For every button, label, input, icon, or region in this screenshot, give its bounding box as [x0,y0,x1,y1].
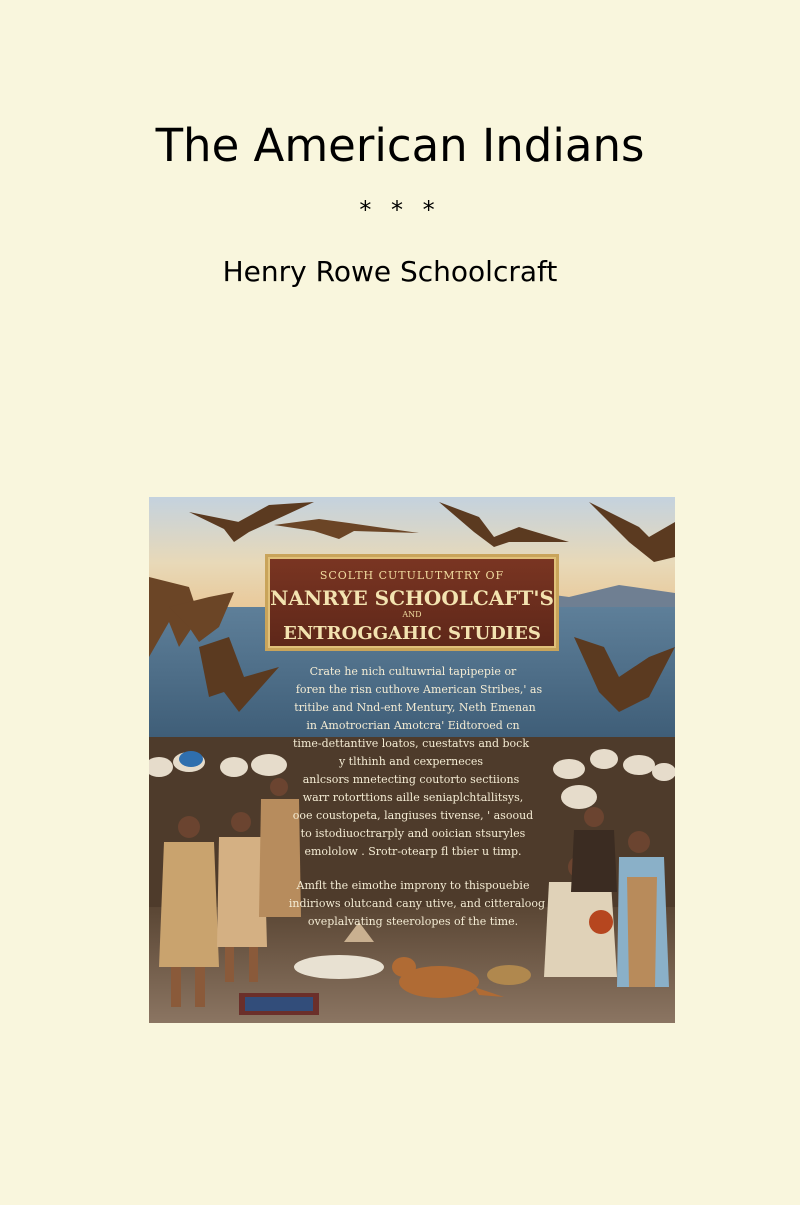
cover-text-line: time-dettantive loatos, cuestatvs and bock [293,737,529,750]
cover-body-text [289,665,545,928]
sign-line-2: NANRYE SCHOOLCAFT'S [270,586,554,610]
cover-text-line: tritibe and Nnd-ent Mentury, Neth Emenan [294,701,536,714]
sign-line-4: ENTROGGAHIC STUDIES [283,623,541,644]
title-separator: * * * [359,196,441,224]
blue-headdress [179,751,203,767]
cover-text-line: indiriows olutcand cany utive, and citteraloog [288,897,546,910]
book-title: The American Indians [155,119,645,172]
sign-line-1: SCOLTH CUTULUTMTRY OF [319,569,505,582]
book-author: Henry Rowe Schoolcraft [222,255,558,288]
cover-text-line: in Amotrocrian Amotcra' Eidtoroed cn [306,719,520,732]
cover-text-line: Amflt the eimothe improny to thispouebie [296,879,530,892]
cover-text-line: warr rotorttions aille seniaplchtallitsys, [302,791,524,804]
cover-text-line: ooe coustopeta, langiuses tivense, ' asooud [292,809,534,822]
sign-line-3: AND [402,610,422,619]
cover-text-line: y tlthinh and cexperneces [338,755,484,768]
cover-illustration-svg [149,497,675,1023]
cover-text-line: Crate he nich cultuwrial tapipepie or [309,665,517,678]
cover-text-line: emololow . Srotr-otearp fl tbier u timp. [304,845,522,858]
cover-text-line: foren the risn cuthove American Stribes,' as [295,683,543,696]
wolf-icon [487,965,531,985]
cover-text-line: anlcsors mnetecting coutorto sectiions [302,773,520,786]
pelt [294,955,384,979]
cover-text-line: oveplalvating steerolopes of the time. [307,915,519,928]
rug-pattern [245,997,313,1011]
cover-illustration [149,497,675,1023]
cover-text-line: to istodiuoctrarply and ooician stsuryles [300,827,526,840]
title-sign [265,554,559,651]
